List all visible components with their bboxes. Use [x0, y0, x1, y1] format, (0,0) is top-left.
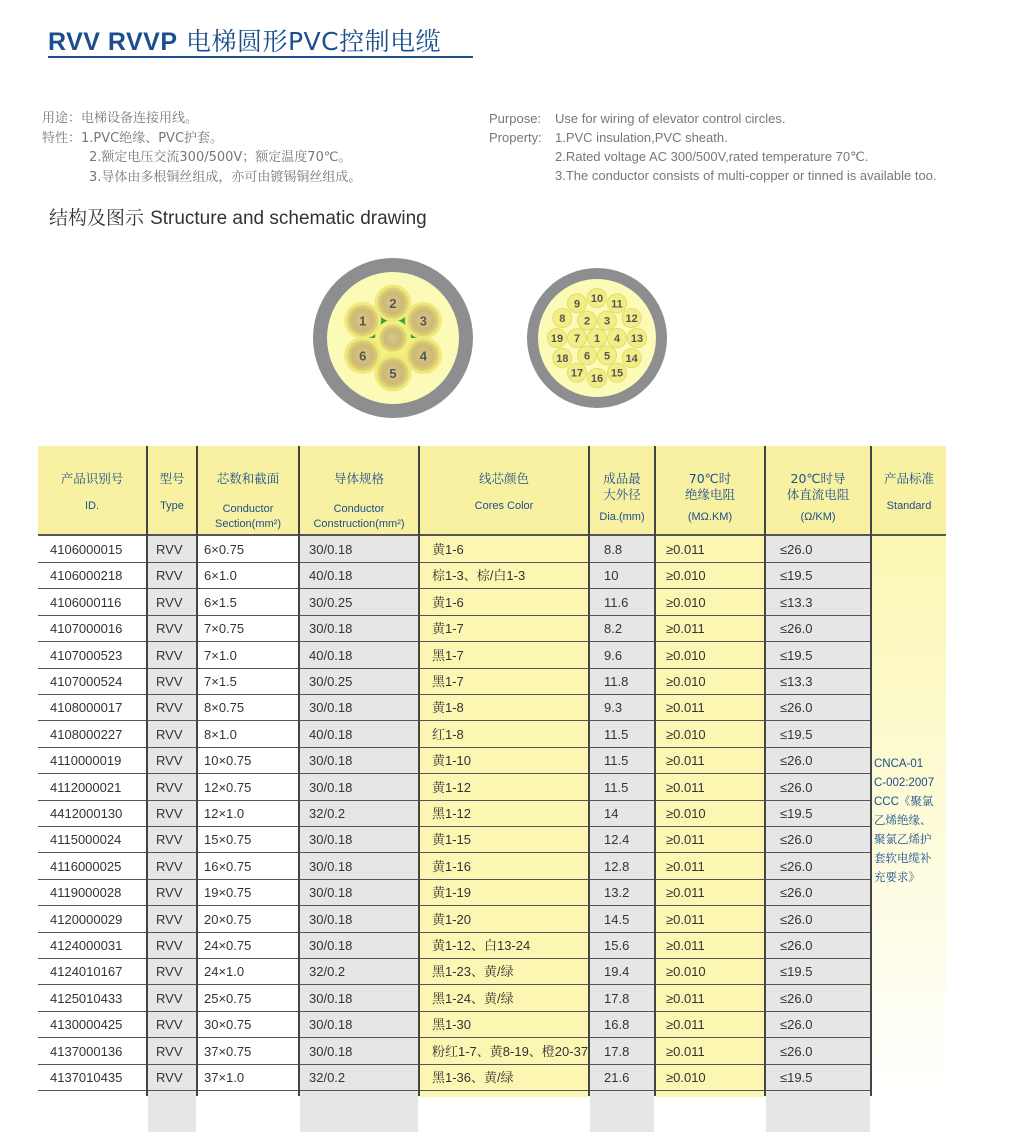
cell-section: 10×0.75 — [204, 753, 252, 769]
info-en-property-3: 3.The conductor consists of multi-copper or tinned is available too. — [555, 168, 937, 183]
cell-section: 24×0.75 — [204, 938, 252, 953]
cell-construction: 30/0.18 — [309, 542, 353, 557]
core-label-16: 16 — [590, 373, 604, 385]
cell-id: 4412000130 — [50, 806, 123, 821]
cable-cross-section-diagram — [300, 250, 680, 450]
cell-color: 黄1-7 — [432, 621, 464, 637]
cell-insulation: ≥0.011 — [666, 779, 705, 795]
cell-id: 4106000116 — [50, 594, 122, 610]
header-standard: 产品标准 Standard — [872, 446, 946, 534]
cell-color: 黄1-20 — [432, 911, 472, 927]
cell-section: 7×1.0 — [204, 647, 237, 663]
cell-section: 8×0.75 — [204, 700, 245, 716]
cell-insulation: ≥0.011 — [666, 542, 705, 557]
cell-resistance: ≤26.0 — [780, 1043, 813, 1059]
cell-type: RVV — [156, 1017, 183, 1033]
cell-diameter: 8.8 — [604, 542, 623, 557]
cell-color: 黄1-19 — [432, 885, 472, 901]
core-label-12: 12 — [625, 313, 638, 325]
cell-id: 4107000523 — [50, 647, 123, 663]
cell-id: 4107000524 — [50, 674, 123, 689]
cable-19-core — [527, 268, 667, 408]
cell-construction: 30/0.18 — [309, 911, 353, 927]
cell-resistance: ≤13.3 — [780, 674, 813, 689]
cell-construction: 32/0.2 — [309, 964, 346, 980]
cell-color: 棕1-3、棕/白1-3 — [432, 568, 526, 584]
header-cores-color: 线芯颜色 Cores Color — [420, 446, 588, 534]
cell-construction: 30/0.18 — [309, 1017, 353, 1033]
core-label-3: 3 — [603, 315, 611, 328]
cell-color: 黄1-15 — [432, 832, 472, 848]
cell-type: RVV — [156, 594, 183, 610]
cell-resistance: ≤19.5 — [780, 568, 813, 584]
cell-resistance: ≤19.5 — [780, 806, 813, 821]
cell-color: 黄1-6 — [432, 594, 464, 610]
header-conductor-construction: 导体规格 Conductor Construction(mm²) — [300, 446, 418, 534]
cell-insulation: ≥0.011 — [666, 1043, 705, 1059]
cell-construction: 30/0.18 — [309, 832, 353, 848]
cell-id: 4137000136 — [50, 1043, 123, 1059]
page-title — [48, 22, 441, 58]
cell-resistance: ≤13.3 — [780, 594, 813, 610]
info-cn-property-1: 特性：1.PVC绝缘、PVC护套。 — [42, 130, 224, 146]
cell-resistance: ≤19.5 — [780, 1070, 813, 1085]
info-en-property-1: 1.PVC insulation,PVC sheath. — [555, 130, 728, 145]
cell-diameter: 15.6 — [604, 938, 630, 953]
cell-section: 8×1.0 — [204, 726, 237, 742]
cell-diameter: 11.5 — [604, 753, 629, 769]
cell-insulation: ≥0.011 — [666, 832, 705, 848]
cell-diameter: 11.5 — [604, 779, 629, 795]
header-insulation-resistance: 70℃时 绝缘电阻 (MΩ.KM) — [656, 446, 764, 534]
cell-resistance: ≤26.0 — [780, 542, 813, 557]
cell-insulation: ≥0.010 — [666, 1070, 706, 1085]
cell-type: RVV — [156, 806, 183, 821]
cell-id: 4116000025 — [50, 858, 122, 874]
cell-construction: 30/0.18 — [309, 885, 353, 901]
cell-insulation: ≥0.011 — [666, 885, 705, 901]
cell-section: 37×1.0 — [204, 1070, 245, 1085]
info-chinese — [42, 109, 361, 187]
cell-resistance: ≤19.5 — [780, 726, 813, 742]
section-heading — [49, 203, 427, 230]
standard-line: 乙烯绝缘、 — [874, 815, 932, 827]
title-description: 电梯圆形PVC控制电缆 — [185, 27, 442, 56]
cell-diameter: 14 — [604, 806, 619, 821]
cell-insulation: ≥0.011 — [666, 990, 705, 1006]
cell-resistance: ≤26.0 — [780, 832, 813, 848]
core-label-5: 5 — [603, 350, 611, 363]
cell-insulation: ≥0.010 — [666, 568, 706, 584]
core-label-11: 11 — [611, 298, 623, 311]
cell-color: 黄1-10 — [432, 753, 472, 769]
standard-line: 充要求》 — [874, 872, 920, 884]
cell-type: RVV — [156, 1043, 183, 1059]
cell-section: 19×0.75 — [204, 885, 252, 901]
cell-insulation: ≥0.010 — [666, 594, 706, 610]
cell-type: RVV — [156, 858, 183, 874]
cell-resistance: ≤26.0 — [780, 621, 813, 637]
core-label-2: 2 — [389, 296, 397, 311]
cell-section: 24×1.0 — [204, 964, 245, 980]
cell-construction: 40/0.18 — [309, 647, 353, 663]
cell-section: 12×0.75 — [204, 779, 252, 795]
header-divider — [38, 534, 946, 536]
cell-type: RVV — [156, 674, 183, 689]
cell-construction: 32/0.2 — [309, 806, 346, 821]
cell-diameter: 11.6 — [604, 594, 629, 610]
cell-diameter: 11.8 — [604, 674, 629, 689]
cell-insulation: ≥0.011 — [666, 700, 705, 716]
header-type: 型号 Type — [148, 446, 196, 534]
title-model: RVV RVVP — [48, 28, 178, 56]
cell-id: 4115000024 — [50, 832, 122, 848]
cell-construction: 30/0.18 — [309, 938, 353, 953]
core-label-7: 7 — [573, 333, 581, 345]
core-label-19: 19 — [550, 333, 564, 345]
info-english — [489, 109, 937, 185]
cell-type: RVV — [156, 779, 183, 795]
cell-color: 红1-8 — [432, 726, 464, 742]
core-label-6: 6 — [359, 348, 367, 364]
cell-resistance: ≤26.0 — [780, 938, 813, 953]
info-cn-purpose: 用途：电梯设备连接用线。 — [42, 111, 199, 126]
info-cn-property-2: 2.额定电压交流300/500V；额定温度70℃。 — [89, 150, 352, 165]
core-label-1: 1 — [359, 313, 367, 329]
cell-id: 4108000227 — [50, 726, 123, 742]
cell-section: 15×0.75 — [204, 832, 252, 848]
cell-diameter: 9.3 — [604, 700, 623, 716]
section-heading-en: Structure and schematic drawing — [150, 208, 427, 229]
info-en-property-2: 2.Rated voltage AC 300/500V,rated temperature 70℃. — [555, 149, 869, 164]
cell-resistance: ≤26.0 — [780, 753, 813, 769]
cell-insulation: ≥0.010 — [666, 806, 706, 821]
cell-color: 黄1-6 — [432, 542, 464, 557]
standard-line: C-002:2007 — [874, 777, 935, 789]
cell-section: 7×0.75 — [204, 621, 245, 637]
cell-section: 6×0.75 — [204, 542, 245, 557]
core-label-18: 18 — [556, 353, 569, 365]
cell-resistance: ≤26.0 — [780, 990, 813, 1006]
cell-id: 4106000015 — [50, 542, 123, 557]
cell-section: 7×1.5 — [204, 674, 237, 689]
cell-insulation: ≥0.011 — [666, 1017, 705, 1033]
core-label-13: 13 — [630, 333, 644, 345]
title-underline — [48, 56, 473, 58]
cell-section: 30×0.75 — [204, 1017, 252, 1033]
cell-type: RVV — [156, 700, 183, 716]
core-label-9: 9 — [573, 298, 581, 311]
cell-type: RVV — [156, 990, 183, 1006]
cell-color: 黑1-23、黄/绿 — [432, 964, 514, 980]
cell-type: RVV — [156, 621, 183, 637]
cell-resistance: ≤26.0 — [780, 1017, 813, 1033]
core-label-6: 6 — [583, 350, 591, 363]
core-label-2: 2 — [583, 315, 591, 328]
row-divider — [38, 1090, 872, 1091]
cell-section: 6×1.0 — [204, 568, 237, 584]
cell-resistance: ≤26.0 — [780, 779, 813, 795]
cell-color: 黑1-24、黄/绿 — [432, 990, 514, 1006]
cell-construction: 40/0.18 — [309, 726, 353, 742]
cell-diameter: 10 — [604, 568, 619, 584]
cell-type: RVV — [156, 568, 183, 584]
core-label-15: 15 — [610, 367, 624, 380]
standard-line: 聚氯乙烯护 — [874, 834, 932, 846]
core-label-8: 8 — [559, 313, 566, 325]
standard-line: CNCA-01 — [874, 758, 924, 770]
cell-resistance: ≤19.5 — [780, 647, 813, 663]
cell-id: 4112000021 — [50, 779, 122, 795]
cell-id: 4108000017 — [50, 700, 123, 716]
core-label-4: 4 — [419, 348, 427, 364]
cell-resistance: ≤26.0 — [780, 700, 813, 716]
cell-section: 12×1.0 — [204, 806, 245, 821]
cell-id: 4106000218 — [50, 568, 123, 584]
cell-insulation: ≥0.010 — [666, 647, 706, 663]
cell-id: 4130000425 — [50, 1017, 123, 1033]
cell-insulation: ≥0.010 — [666, 674, 706, 689]
cell-color: 黑1-12 — [432, 806, 472, 821]
cell-construction: 30/0.25 — [309, 674, 353, 689]
cell-color: 黄1-12 — [432, 779, 472, 795]
cell-insulation: ≥0.011 — [666, 753, 705, 769]
core-label-1: 1 — [593, 333, 601, 345]
cell-construction: 30/0.25 — [309, 594, 353, 610]
section-heading-cn: 结构及图示 — [49, 207, 145, 229]
cell-color: 黑1-7 — [432, 647, 464, 663]
cell-id: 4124010167 — [50, 964, 123, 980]
cell-id: 4119000028 — [50, 885, 122, 901]
cell-diameter: 21.6 — [604, 1070, 630, 1085]
cell-construction: 30/0.18 — [309, 1043, 353, 1059]
cell-section: 25×0.75 — [204, 990, 252, 1006]
cell-construction: 30/0.18 — [309, 700, 353, 716]
cell-color: 粉红1-7、黄8-19、橙20-37 — [432, 1043, 589, 1059]
cell-construction: 30/0.18 — [309, 858, 353, 874]
cell-color: 黑1-7 — [432, 674, 464, 689]
cell-diameter: 19.4 — [604, 964, 630, 980]
core-label-17: 17 — [570, 367, 584, 380]
info-en-purpose: Use for wiring of elevator control circles. — [555, 111, 786, 126]
cell-diameter: 17.8 — [604, 990, 630, 1006]
cell-resistance: ≤26.0 — [780, 858, 813, 874]
cell-insulation: ≥0.011 — [666, 938, 705, 953]
cell-id: 4110000019 — [50, 753, 122, 769]
cell-diameter: 14.5 — [604, 911, 630, 927]
cell-type: RVV — [156, 726, 183, 742]
cell-id: 4120000029 — [50, 911, 123, 927]
cell-type: RVV — [156, 1070, 183, 1085]
cell-section: 20×0.75 — [204, 911, 252, 927]
cell-diameter: 13.2 — [604, 885, 630, 901]
core-label-10: 10 — [590, 293, 604, 305]
cell-diameter: 17.8 — [604, 1043, 630, 1059]
cell-diameter: 12.8 — [604, 858, 630, 874]
cell-insulation: ≥0.011 — [666, 621, 705, 637]
cell-construction: 40/0.18 — [309, 568, 353, 584]
cell-insulation: ≥0.010 — [666, 726, 706, 742]
cell-diameter: 16.8 — [604, 1017, 630, 1033]
cell-construction: 30/0.18 — [309, 753, 353, 769]
header-diameter: 成品最 大外径 Dia.(mm) — [590, 446, 654, 534]
cell-diameter: 12.4 — [604, 832, 630, 848]
header-dc-resistance: 20℃时导 体直流电阻 (Ω/KM) — [766, 446, 870, 534]
cell-diameter: 11.5 — [604, 726, 629, 742]
cell-section: 37×0.75 — [204, 1043, 252, 1059]
cell-color: 黑1-30 — [432, 1017, 472, 1033]
cell-color: 黄1-16 — [432, 858, 472, 874]
cell-color: 黑1-36、黄/绿 — [432, 1070, 514, 1085]
info-cn-property-3: 3.导体由多根铜丝组成，亦可由镀锡铜丝组成。 — [89, 169, 362, 185]
cell-id: 4137010435 — [50, 1070, 123, 1085]
cell-type: RVV — [156, 964, 183, 980]
cell-section: 6×1.5 — [204, 594, 237, 610]
product-standard — [874, 755, 946, 888]
cell-section: 16×0.75 — [204, 858, 252, 874]
cell-insulation: ≥0.011 — [666, 858, 705, 874]
cell-id: 4107000016 — [50, 621, 123, 637]
cell-resistance: ≤19.5 — [780, 964, 813, 980]
cell-type: RVV — [156, 885, 183, 901]
standard-line: 套软电缆补 — [874, 853, 932, 865]
info-en-purpose-label: Purpose: — [489, 111, 542, 126]
core-label-3: 3 — [419, 313, 427, 329]
info-en-property-label: Property: — [489, 130, 542, 145]
header-conductor-section: 芯数和截面 Conductor Section(mm²) — [198, 446, 298, 534]
cell-color: 黄1-12、白13-24 — [432, 938, 531, 953]
cell-construction: 30/0.18 — [309, 990, 353, 1006]
cell-resistance: ≤26.0 — [780, 885, 813, 901]
header-id: 产品识别号 ID. — [38, 446, 146, 534]
cell-construction: 32/0.2 — [309, 1070, 346, 1085]
cell-resistance: ≤26.0 — [780, 911, 813, 927]
cable-6-core — [313, 258, 473, 418]
cell-color: 黄1-8 — [432, 700, 464, 716]
cell-type: RVV — [156, 938, 183, 953]
standard-line: CCC《聚氯 — [874, 796, 934, 808]
core-label-14: 14 — [625, 353, 638, 365]
cell-id: 4124000031 — [50, 938, 123, 953]
cell-construction: 30/0.18 — [309, 779, 353, 795]
core-label-4: 4 — [613, 333, 621, 345]
cell-type: RVV — [156, 753, 183, 769]
cell-type: RVV — [156, 832, 183, 848]
cell-insulation: ≥0.011 — [666, 911, 705, 927]
cell-construction: 30/0.18 — [309, 621, 353, 637]
cell-type: RVV — [156, 911, 183, 927]
cell-diameter: 8.2 — [604, 621, 623, 637]
core-label-5: 5 — [389, 366, 397, 381]
cell-diameter: 9.6 — [604, 647, 623, 663]
cell-type: RVV — [156, 647, 183, 663]
cell-type: RVV — [156, 542, 183, 557]
cell-id: 4125010433 — [50, 990, 123, 1006]
cell-insulation: ≥0.010 — [666, 964, 706, 980]
